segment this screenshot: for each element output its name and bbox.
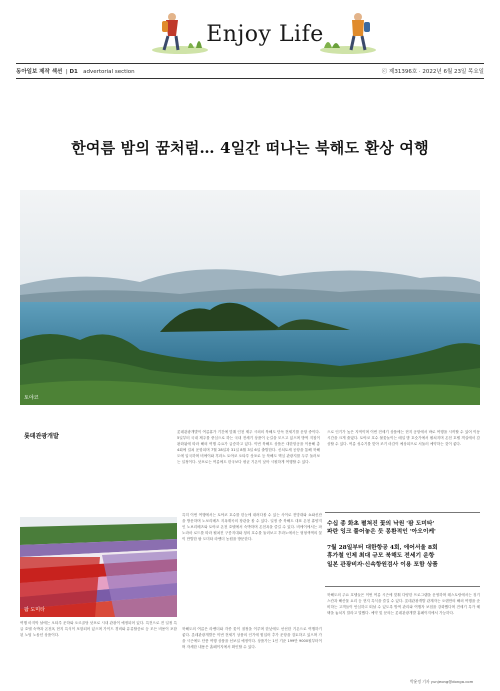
body-paragraph: 으로 인기가 높은 지역이며 이번 전세기 상품에는 현지 공항에서 바로 여행을 시작할 수 있어 이동 시간을 크게 줄였다. 토야코 호수 불꽃놀이는 매일 밤 호숫가에서 펼쳐지며 온천 호텔 객실에서 감상할 수 있다. 여름 성수기를 맞아 조기 마감이 예상되므로 서둘러 예약하는 것이 좋다. (327, 430, 480, 447)
folio-date: ⓒ 제31396호 · 2022년 6월 23일 목요일 (381, 69, 484, 75)
flower-field-image (20, 517, 177, 617)
article-headline: 한여름 밤의 꿈처럼… 4일간 떠나는 북해도 환상 여행 (71, 139, 429, 157)
body-column-3 (327, 429, 480, 514)
highlight-line: 수십 종 화초 펼쳐진 꽃의 낙원 '팜 도미타' (327, 521, 435, 527)
body-column-2b (182, 626, 322, 686)
body-paragraph: 여행 마지막 날에는 오타루 운하와 오르골당 삿포로 시내 관광이 예정되어 있다. 특전으로 전 일정 특급 호텔 숙박과 온천욕 현지 특식이 포함되어 있으며 가이드 경비와 유류할증료 등 모든 비용이 포함된 노팁 노옵션 상품이다. (20, 621, 177, 638)
masthead (0, 0, 500, 62)
body-column-3-continued (327, 592, 480, 676)
traveler-illustration-icon (318, 8, 378, 54)
landscape-image (20, 190, 480, 405)
highlight-line: 7월 28일부터 대한항공 4회, 에어서울 8회 (327, 544, 438, 551)
highlight-box (327, 520, 477, 569)
body-paragraph: 북해도의 여름은 라벤더와 각종 꽃이 절정을 이루며 한낮에도 선선한 기온으로 여행하기 좋다. 롯데관광개발은 이번 전세기 상품의 인기에 힘입어 추가 운항을 검토하고 있으며 가을 시즌에도 단풍 여행 상품을 선보일 예정이다. 상품가는 1인 기준 199만 9000원부터이며 자세한 내용은 홈페이지에서 확인할 수 있다. (182, 627, 322, 650)
body-paragraph: 특히 이번 여행에서는 토야코 호수를 한눈에 내려다볼 수 있는 사이로 전망대와 쇼와신잔을 방문하며 노보리베츠 지옥계곡의 장관을 볼 수 있다. 일정 중 북해도 대표 온천 휴양지인 노보리베츠와 토야코 온천 호텔에서 숙박하며 온천욕을 즐길 수 있다. 비에이에서는 파노라마 로드를 따라 펼쳐진 구릉지대와 청의 호수를 둘러보고 후라노에서는 형형색색의 꽃이 만발한 팜 도미타 라벤더 농원을 방문한다. (182, 513, 322, 542)
folio-newspaper: 동아일보 제작 섹션 (16, 69, 63, 75)
farm-tomita-photo (20, 517, 177, 617)
folio-rule (16, 78, 484, 79)
sidebar-top-rule (325, 512, 480, 513)
body-paragraph: 롯데관광개발이 여름휴가 기간에 맞춰 인천 제주 시외의 북해도 단독 전세기를 운항 중이다. 5일부터 국내 제주를 중심으로 하는 국내 전세기 상품이 눈길을 모으고 있으며 방역 지침이 완화됨에 따라 해외 여행 수요가 급증하고 있다. 이번 북해도 상품은 대한항공을 이용해 총 4회에 걸쳐 운항되며 7월 28일과 31일 8월 3일 6일 출발한다. 신치토세 공항을 통해 북해도에 입국하며 비에이와 후라노 토야코 오타루 삿포로 등 북해도 핵심 관광지를 두루 둘러보는 일정이다. 삿포로는 여름에도 한국보다 평균 기온이 낮아 시원하게 여행할 수 있다. (177, 430, 320, 465)
folio-section: advertorial section (83, 69, 135, 75)
folio-page: D1 (69, 69, 78, 75)
sidebar-bottom-rule (325, 586, 480, 587)
company-label: 롯데관광개발 (24, 433, 59, 440)
reporter-byline: 박윤정 기자 yunjeong@donga.com (410, 679, 474, 684)
highlight-line: 휴가철 인제 최대 규모 북해도 전세기 운항 (327, 553, 435, 560)
folio-left: 동아일보 제작 섹션 | D1 advertorial section (16, 69, 135, 75)
body-column-2 (182, 512, 322, 624)
folio-bar (0, 64, 500, 77)
lake-toya-photo (20, 190, 480, 405)
flower-credit: 팜 도미타 (24, 607, 45, 613)
highlight-line: 일본 관광비자·신속항원검사 이용 포함 상품 (327, 561, 438, 568)
highlight-line: 파란 잉크 풀어놓은 듯 몽환적인 '아오이케' (327, 529, 436, 536)
photo-credit: 토야코 (24, 395, 39, 401)
body-column-1 (177, 429, 320, 509)
section-title: Enjoy Life (206, 22, 324, 47)
body-paragraph: 북해도의 주요 호텔들은 이번 여름 시즌에 맞춰 다양한 프로그램을 운영하며 레스토랑에서는 징기스칸과 해산물 요리 등 현지 특식을 즐길 수 있다. 롯데관광개발 관계자는 오랜만의 해외 여행을 준비하는 고객들이 안심하고 떠날 수 있도록 방역 관리와 여행자 보험을 강화했다며 전세기 특가 혜택을 놓치지 말라고 말했다. 예약 및 문의는 롯데관광개발 홈페이지에서 가능하다. (327, 593, 480, 616)
body-column-2-continued (20, 620, 177, 686)
